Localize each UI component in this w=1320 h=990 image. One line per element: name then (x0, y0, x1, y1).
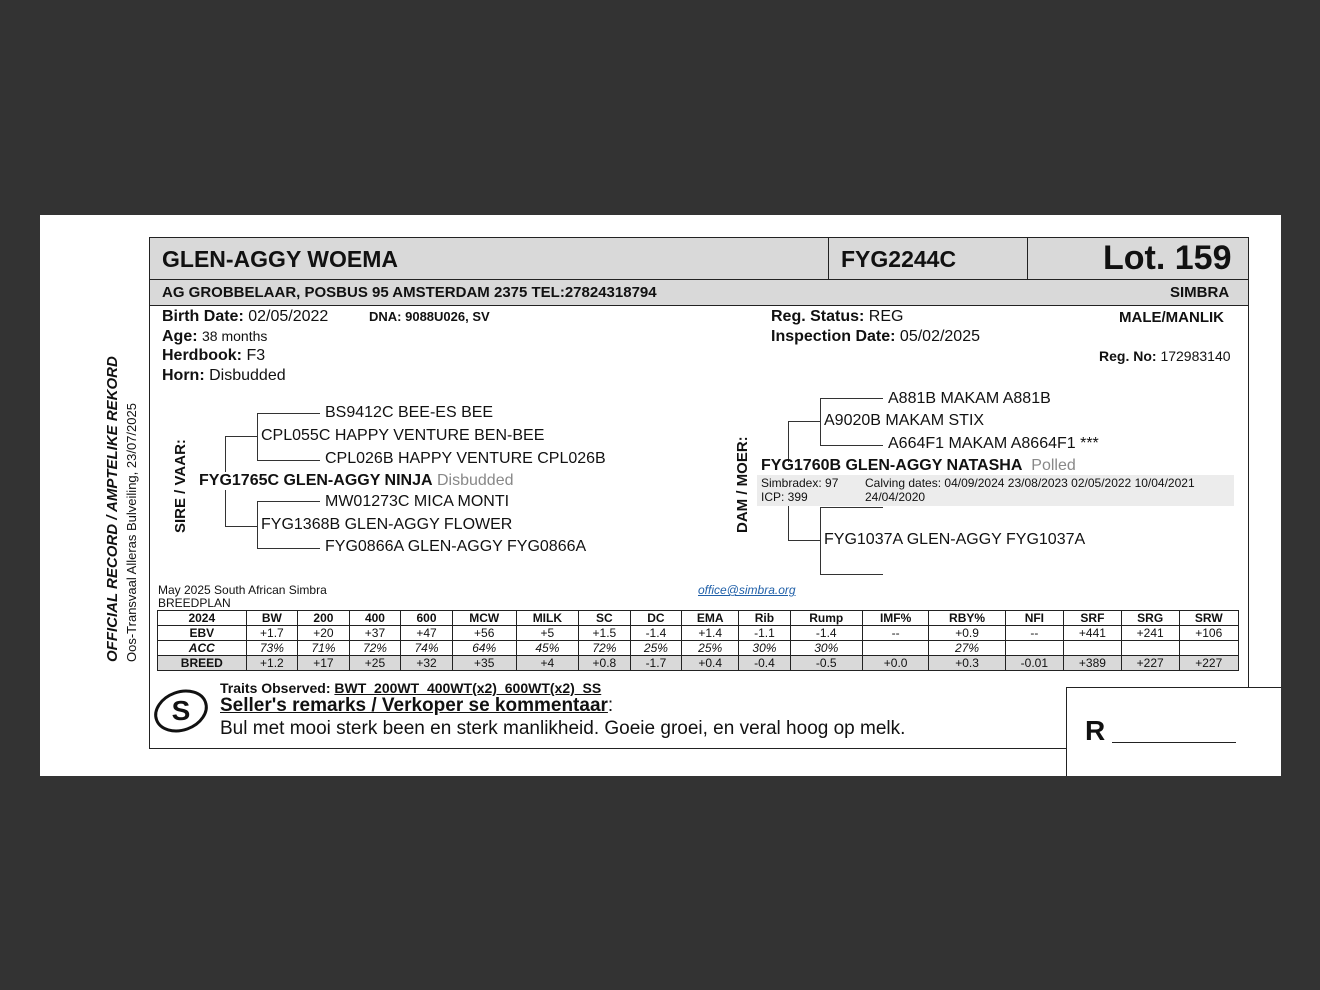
animal-name: GLEN-AGGY WOEMA (162, 246, 398, 272)
dam-dam: FYG1037A GLEN-AGGY FYG1037A (824, 531, 1086, 548)
headers-cell: SRW (1179, 611, 1238, 626)
acc-cell (1005, 641, 1063, 656)
breed-cell: +25 (349, 656, 401, 671)
breed-cell: BREED (158, 656, 247, 671)
inspection-value: 05/02/2025 (899, 328, 980, 345)
breed-cell: +227 (1179, 656, 1238, 671)
ebv-header-row (158, 611, 1239, 626)
acc-cell (1121, 641, 1179, 656)
acc-cell: 72% (579, 641, 631, 656)
acc-cell: 27% (929, 641, 1005, 656)
remarks-title-line (220, 695, 613, 717)
breedplan-title: May 2025 South African Simbra (158, 583, 327, 597)
age-line (162, 328, 267, 346)
dam-sire-sire: A881B MAKAM A881B (888, 390, 1051, 407)
icp: ICP: 399 (761, 490, 808, 504)
logo-letter: S (171, 695, 191, 726)
acc-cell: 71% (298, 641, 350, 656)
ebv-cell: +106 (1179, 626, 1238, 641)
calving-dates: 04/09/2024 23/08/2023 02/05/2022 10/04/2021 (944, 476, 1195, 490)
breed-cell: -0.5 (790, 656, 862, 671)
ebv-cell: +1.5 (579, 626, 631, 641)
headers-cell: MILK (516, 611, 578, 626)
auction-name-date: Oos-Transvaal Alleras Bulveiling, 23/07/2025 (124, 403, 139, 662)
reg-no-label: Reg. No: (1099, 348, 1157, 364)
sire-dam-dam: FYG0866A GLEN-AGGY FYG0866A (325, 538, 587, 555)
sire-dam: FYG1368B GLEN-AGGY FLOWER (261, 516, 513, 533)
animal-id: FYG2244C (841, 246, 957, 272)
dna-info: DNA: 9088U026, SV (369, 309, 490, 324)
inspection-label: Inspection Date: (771, 328, 896, 345)
price-input-line[interactable] (1112, 742, 1236, 743)
birth-date-value: 02/05/2022 (248, 308, 329, 325)
dam-name: FYG1760B GLEN-AGGY NATASHA (761, 457, 1023, 474)
official-record-label: OFFICIAL RECORD / AMPTELIKE REKORD (104, 356, 121, 662)
acc-cell: 72% (349, 641, 401, 656)
reg-status-value: REG (868, 308, 904, 325)
headers-cell: 2024 (158, 611, 247, 626)
ebv-cell: -1.4 (630, 626, 682, 641)
ebv-cell: +56 (452, 626, 516, 641)
traits-label: Traits Observed: (220, 680, 331, 696)
headers-cell: Rump (790, 611, 862, 626)
headers-cell: DC (630, 611, 682, 626)
calving-label: Calving dates: (865, 476, 942, 490)
sire-dam-sire: MW01273C MICA MONTI (325, 493, 510, 510)
dam-sire-dam: A664F1 MAKAM A8664F1 *** (888, 435, 1099, 452)
breed-cell: -1.7 (630, 656, 682, 671)
birth-date-label: Birth Date: (162, 308, 244, 325)
breed-cell: -0.4 (739, 656, 791, 671)
dam-sire: A9020B MAKAM STIX (824, 412, 985, 429)
sire-sire-sire: BS9412C BEE-ES BEE (325, 404, 494, 421)
owner-address: AG GROBBELAAR, POSBUS 95 AMSTERDAM 2375 TEL:27824318794 (162, 284, 657, 301)
remarks-title: Seller's remarks / Verkoper se kommentaar (220, 695, 608, 716)
dam-name-line (761, 457, 1076, 475)
acc-cell: 25% (682, 641, 739, 656)
sire-sire-dam: CPL026B HAPPY VENTURE CPL026B (325, 450, 606, 467)
remarks-colon: : (607, 695, 614, 716)
breed-cell: +35 (452, 656, 516, 671)
ebv-cell: +1.4 (682, 626, 739, 641)
headers-cell: EMA (682, 611, 739, 626)
ebv-cell: -- (1005, 626, 1063, 641)
sire-name-line (199, 472, 514, 490)
ebv-cell: +441 (1064, 626, 1122, 641)
dam-lower-line (788, 505, 821, 541)
headers-cell: NFI (1005, 611, 1063, 626)
ebv-cell: +37 (349, 626, 401, 641)
ebv-table (157, 610, 1239, 671)
breed-cell: -0.01 (1005, 656, 1063, 671)
acc-cell: 45% (516, 641, 578, 656)
breed-cell: +1.2 (246, 656, 298, 671)
headers-cell: RBY% (929, 611, 1005, 626)
headers-cell: Rib (739, 611, 791, 626)
herdbook-label: Herdbook: (162, 347, 242, 364)
ebv-cell: +1.7 (246, 626, 298, 641)
dam-upper-line (788, 421, 821, 462)
headers-cell: 600 (401, 611, 453, 626)
breed-cell: +0.8 (579, 656, 631, 671)
acc-cell: 30% (790, 641, 862, 656)
headers-cell: SRG (1121, 611, 1179, 626)
acc-cell: 25% (630, 641, 682, 656)
simbradex: Simbradex: 97 (761, 476, 839, 490)
acc-cell: 74% (401, 641, 453, 656)
breed-row (158, 656, 1239, 671)
breed-cell: +0.3 (929, 656, 1005, 671)
acc-row (158, 641, 1239, 656)
price-currency: R (1085, 715, 1106, 746)
calving-dates-cont: 24/04/2020 (865, 490, 926, 504)
reg-status-label: Reg. Status: (771, 308, 865, 325)
birth-date-line (162, 308, 328, 326)
breed-cell: +0.4 (682, 656, 739, 671)
headers-cell: SRF (1064, 611, 1122, 626)
lot-number: Lot. 159 (1103, 239, 1232, 277)
ebv-cell: -1.1 (739, 626, 791, 641)
acc-cell: 30% (739, 641, 791, 656)
ebv-cell: +20 (298, 626, 350, 641)
acc-cell (862, 641, 929, 656)
headers-cell: 400 (349, 611, 401, 626)
ebv-cell: -- (862, 626, 929, 641)
acc-cell: ACC (158, 641, 247, 656)
reg-no-value: 172983140 (1160, 348, 1231, 364)
headers-cell: IMF% (862, 611, 929, 626)
ebv-cell: +47 (401, 626, 453, 641)
age-value: 38 months (202, 328, 268, 344)
inspection-line (771, 328, 980, 346)
ebv-cell: -1.4 (790, 626, 862, 641)
headers-cell: SC (579, 611, 631, 626)
email-link[interactable]: office@simbra.org (698, 583, 796, 597)
headers-cell: BW (246, 611, 298, 626)
acc-cell: 73% (246, 641, 298, 656)
sex: MALE/MANLIK (1119, 309, 1224, 326)
sire-name: FYG1765C GLEN-AGGY NINJA (199, 472, 433, 489)
traits-line (220, 680, 601, 696)
remarks-text: Bul met mooi sterk been en sterk manlikheid. Goeie groei, en veral hoog op melk. (220, 718, 906, 739)
breed-cell: +4 (516, 656, 578, 671)
age-label: Age: (162, 328, 198, 345)
simbra-logo (151, 686, 211, 736)
reg-no-line (1099, 348, 1231, 364)
horn-line (162, 367, 286, 385)
ebv-cell: +0.9 (929, 626, 1005, 641)
ebv-cell: +5 (516, 626, 578, 641)
ebv-cell: +241 (1121, 626, 1179, 641)
sire-sire: CPL055C HAPPY VENTURE BEN-BEE (261, 427, 545, 444)
breed-cell: +227 (1121, 656, 1179, 671)
acc-cell (1064, 641, 1122, 656)
herdbook-line (162, 347, 265, 365)
horn-value: Disbudded (209, 367, 286, 384)
breed-cell: +389 (1064, 656, 1122, 671)
calving-dates-line (865, 476, 1195, 490)
ebv-cell: EBV (158, 626, 247, 641)
acc-cell: 64% (452, 641, 516, 656)
breed-cell: +17 (298, 656, 350, 671)
dam-horn: Polled (1031, 457, 1076, 474)
herdbook-value: F3 (246, 347, 266, 364)
horn-label: Horn: (162, 367, 205, 384)
breed-cell: +32 (401, 656, 453, 671)
sire-horn: Disbudded (437, 472, 514, 489)
dam-label: DAM / MOER: (734, 436, 751, 533)
breed-cell: +0.0 (862, 656, 929, 671)
reg-status-line (771, 308, 903, 326)
ebv-row (158, 626, 1239, 641)
headers-cell: MCW (452, 611, 516, 626)
headers-cell: 200 (298, 611, 350, 626)
traits-value: BWT 200WT 400WT(x2) 600WT(x2) SS (334, 680, 602, 696)
breed-name: SIMBRA (1170, 284, 1230, 301)
sire-label: SIRE / VAAR: (172, 439, 189, 533)
acc-cell (1179, 641, 1238, 656)
breedplan-label: BREEDPLAN (158, 596, 231, 610)
